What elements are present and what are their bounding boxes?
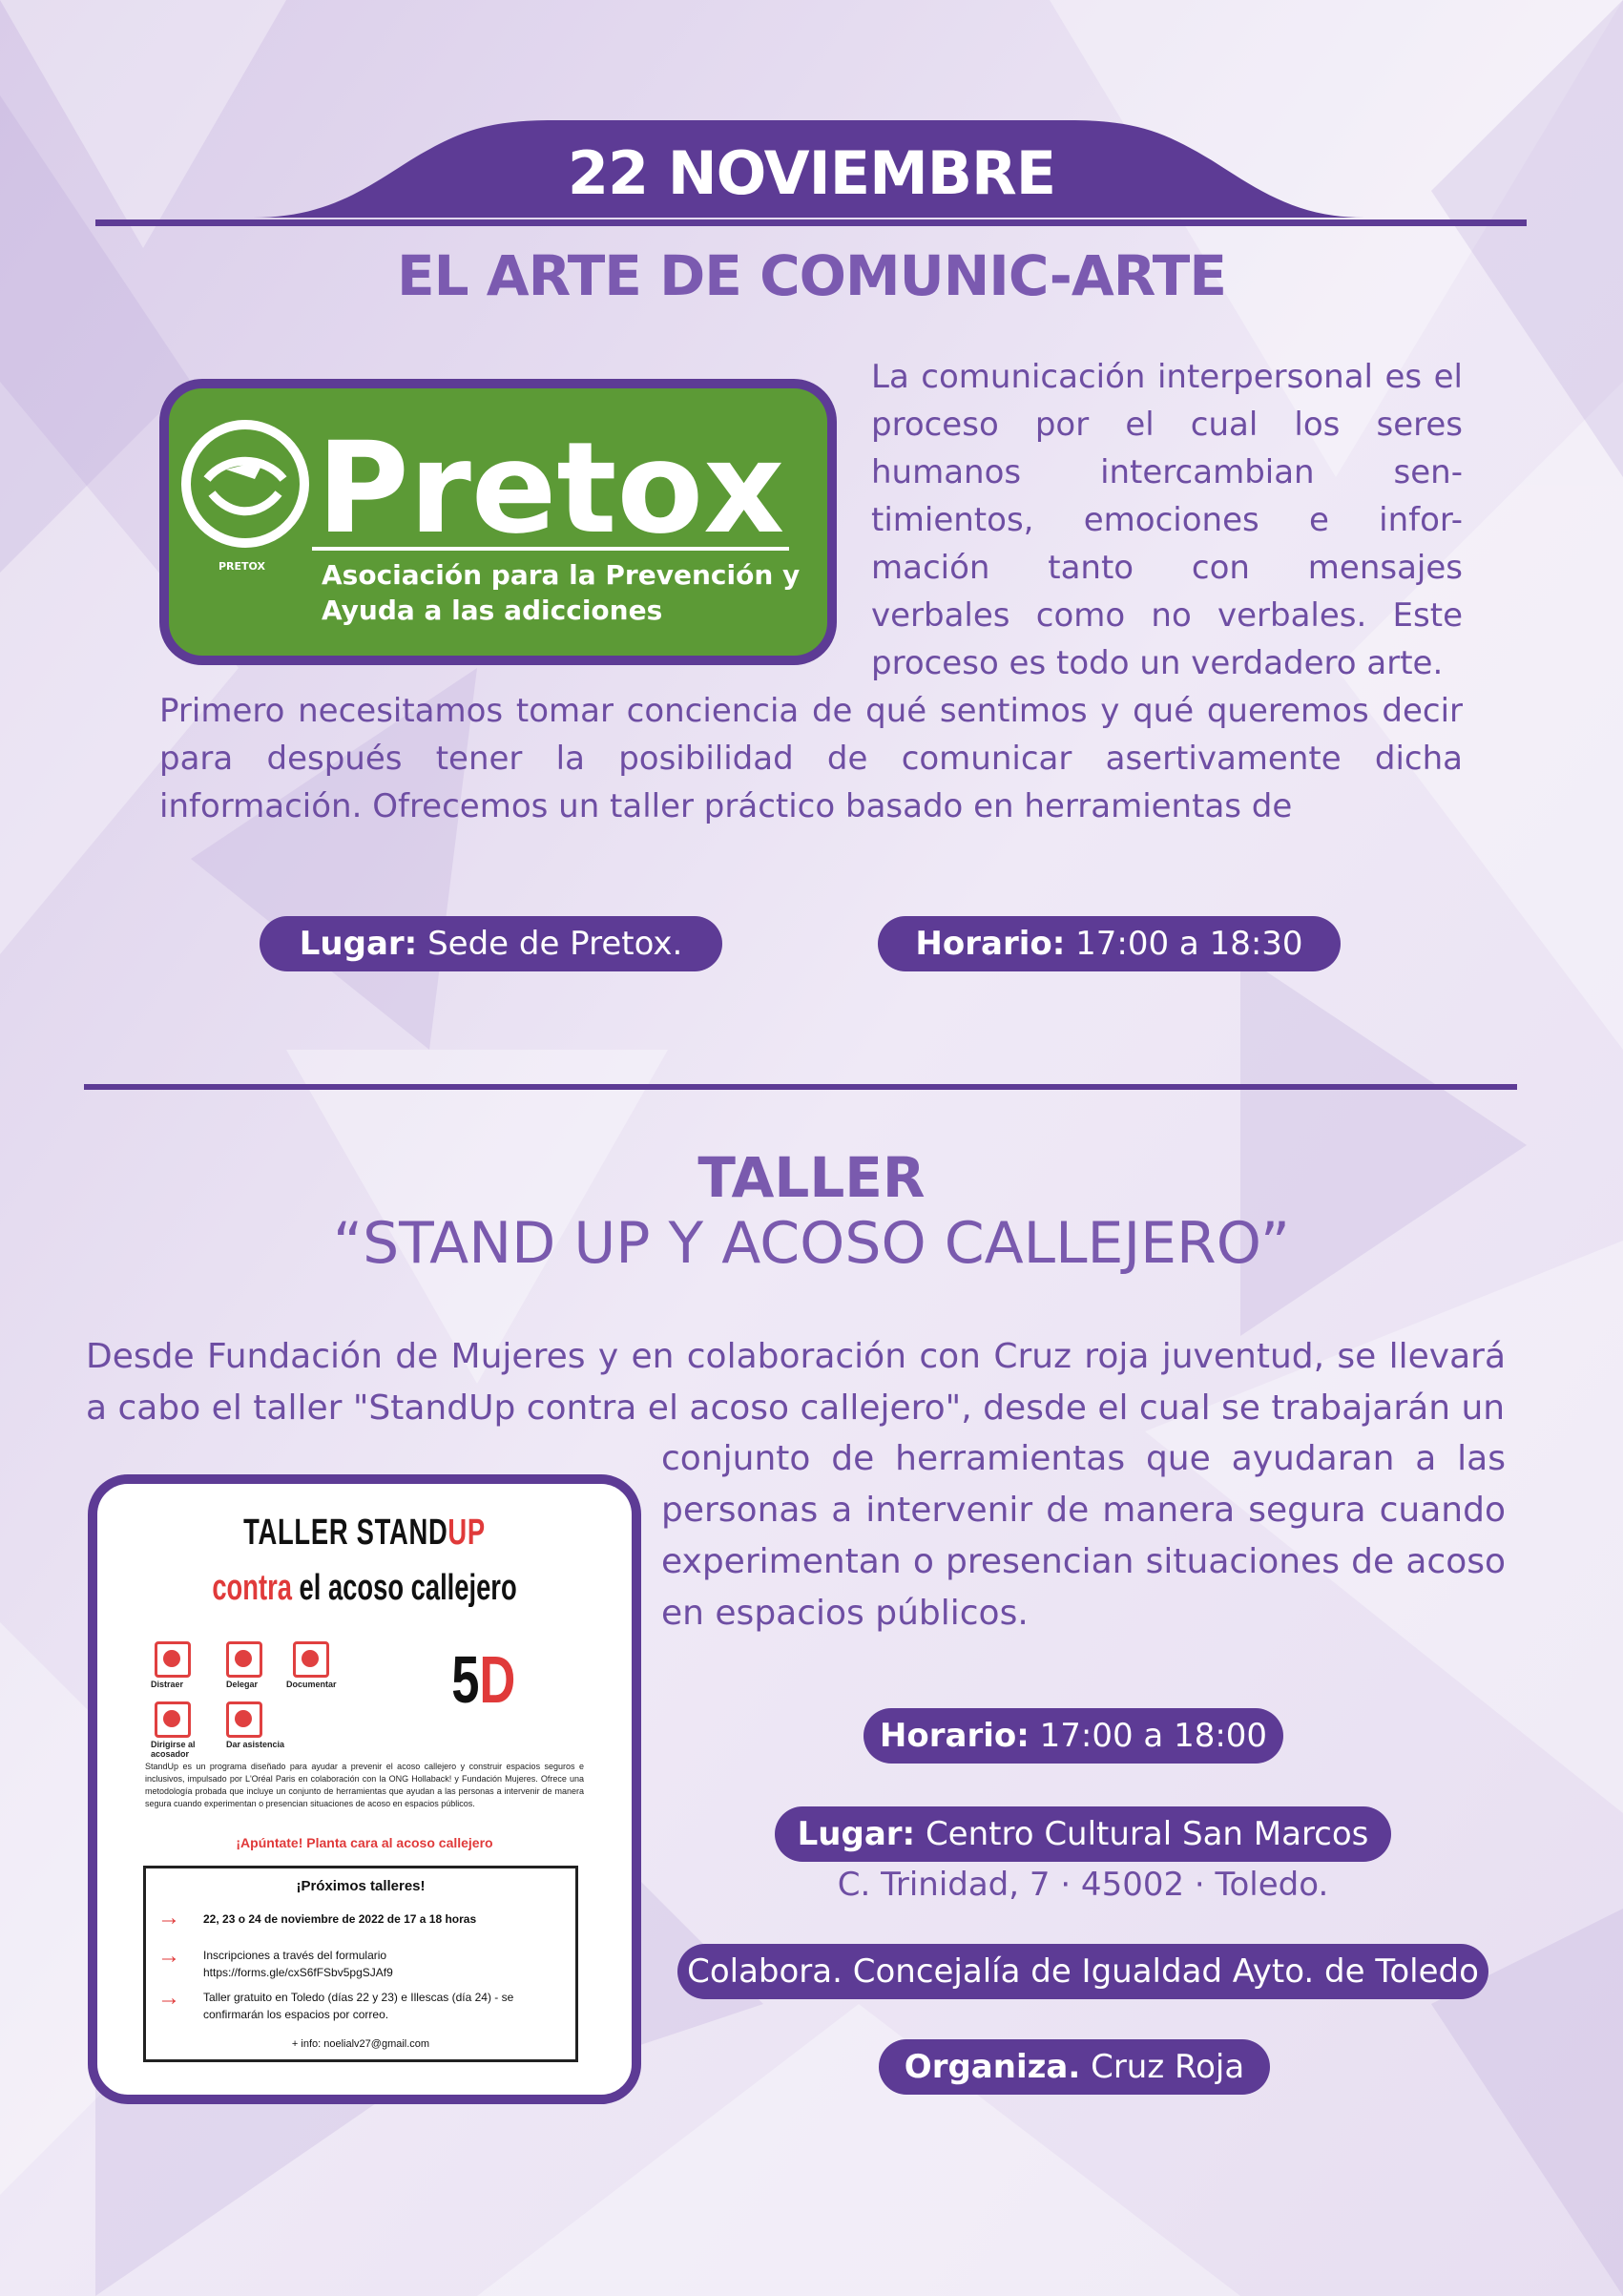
icon-label: Dirigirse al acosador	[151, 1740, 196, 1759]
event2-paragraph-full: Desde Fundación de Mujeres y en colaboración con Cruz roja juventud, se llevará a cabo el taller "StandUp contra el acoso callejero", desde el cual se trabajarán un	[86, 1337, 1506, 1428]
org-label: Organiza.	[904, 2048, 1081, 2086]
section-divider	[84, 1084, 1517, 1090]
poster-subtitle: contra el acoso callejero	[212, 1568, 517, 1608]
sparkle-icon	[155, 1641, 191, 1678]
arrow-right-icon: →	[157, 1985, 180, 2011]
poster-row-dates: 22, 23 o 24 de noviembre de 2022 de 17 a 18 horas	[203, 1912, 477, 1926]
event2-paragraph-side: conjunto de herramientas que ayudaran a las personas a intervenir de manera segura cuando experimentan o presencian situaciones de acoso en espacios públicos.	[661, 1439, 1506, 1633]
date-header-tab	[0, 0, 1623, 248]
event1-title: EL ARTE DE COMUNIC-ARTE	[397, 243, 1226, 308]
place-label: Lugar:	[797, 1815, 916, 1853]
event1-paragraph-bottom: Primero necesitamos tomar conciencia de qué sentimos y qué queremos decir para después tener la posibilidad de comunicar asertivamente dicha información. Ofrecemos un taller práctico basado en herramientas de	[159, 692, 1463, 825]
event1-time-badge	[878, 916, 1341, 971]
poster-5d-mark: 5D	[451, 1642, 516, 1717]
place-value: Centro Cultural San Marcos	[925, 1815, 1369, 1853]
svg-text:Pretox: Pretox	[317, 415, 785, 562]
icon-label: Dar asistencia	[226, 1740, 285, 1749]
time-label: Horario:	[879, 1717, 1030, 1755]
person-icon	[155, 1701, 191, 1738]
icon-label: Distraer	[151, 1680, 184, 1689]
hand-icon	[226, 1641, 262, 1678]
svg-text:PRETOX: PRETOX	[218, 560, 265, 573]
event2-title-line2: “STAND UP Y ACOSO CALLEJERO”	[332, 1210, 1290, 1277]
poster-row-signup: Inscripciones a través del formulario https://forms.gle/cxS6fFSbv5pgSJAf9	[203, 1949, 393, 1979]
arrow-right-icon: →	[157, 1905, 180, 1931]
svg-text:Asociación para la Prevención: Asociación para la Prevención y	[322, 559, 801, 591]
event2-title-line1: TALLER	[697, 1145, 926, 1210]
svg-text:Ayuda a las adicciones: Ayuda a las adicciones	[322, 595, 663, 626]
event2-address: C. Trinidad, 7 · 45002 · Toledo.	[837, 1866, 1329, 1904]
thumb-icon	[226, 1701, 262, 1738]
event2-organizer-badge	[879, 2039, 1270, 2095]
poster-row-free: Taller gratuito en Toledo (días 22 y 23) e Illescas (día 24) - se confirmarán los espacios por correo.	[203, 1991, 514, 2021]
poster-info: + info: noelialv27@gmail.com	[291, 2038, 430, 2050]
poster-box-title: ¡Próximos talleres!	[296, 1878, 426, 1894]
event2-collab-badge	[677, 1944, 1488, 1999]
pretox-logo	[159, 379, 837, 665]
place-label: Lugar:	[299, 925, 418, 963]
event2-place-badge	[775, 1806, 1391, 1862]
date-title: 22 NOVIEMBRE	[567, 138, 1056, 208]
arrow-right-icon: →	[157, 1943, 180, 1969]
poster-title: TALLER STANDUP	[243, 1513, 486, 1553]
time-value: 17:00 a 18:00	[1039, 1717, 1268, 1755]
poster-call-to-action: ¡Apúntate! Planta cara al acoso callejero	[236, 1835, 493, 1850]
camera-icon	[293, 1641, 329, 1678]
event1-paragraph-top: La comunicación interpersonal es el proceso por el cual los seres humanos intercambian sen-timientos, emociones e infor-mación tanto con mensajes verbales como no verbales. Este proceso es todo un verdadero arte.	[871, 358, 1463, 682]
event2-time-badge	[864, 1708, 1283, 1764]
standup-poster	[88, 1474, 641, 2104]
poster-upcoming-box	[143, 1866, 578, 2062]
collab-label: Colabora.	[687, 1952, 843, 1991]
time-value: 17:00 a 18:30	[1075, 925, 1303, 963]
event1-place-badge	[260, 916, 722, 971]
icon-label: Documentar	[286, 1680, 337, 1689]
place-value: Sede de Pretox.	[427, 925, 683, 963]
icon-label: Delegar	[226, 1680, 259, 1689]
org-value: Cruz Roja	[1091, 2048, 1245, 2086]
poster-description: StandUp es un programa diseñado para ayudar a prevenir el acoso callejero y construir espacios seguros e inclusivos, impulsado por L'Oréal Paris en colaboración con la ONG Hollaback! y Fundación Mujeres. Ofrece una metodología probada que incluye un conjunto de herramientas que ayudan a las personas a intervenir de manera segura cuando experimentan o presencian situaciones de acoso en espacios públicos.	[145, 1762, 584, 1808]
collab-value: Concejalía de Igualdad Ayto. de Toledo	[852, 1952, 1479, 1991]
time-label: Horario:	[915, 925, 1066, 963]
